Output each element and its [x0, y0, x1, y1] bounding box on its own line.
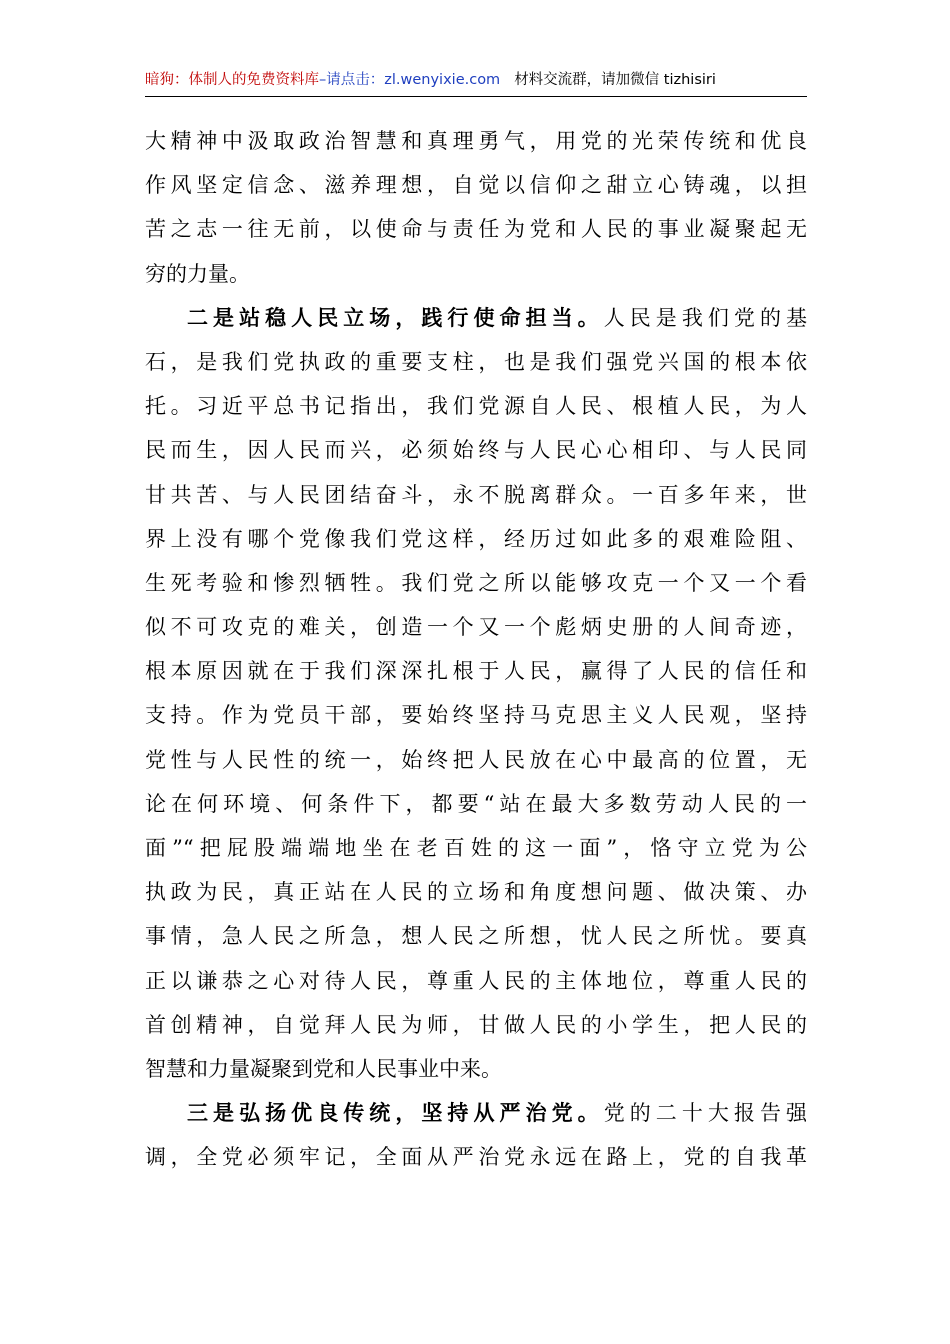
text-line: 大精神中汲取政治智慧和真理勇气，用党的光荣传统和优良 [145, 129, 807, 153]
text-line: 智慧和力量凝聚到党和人民事业中来。 [145, 1056, 502, 1081]
text-line: 面”“把屁股端端地坐在老百姓的这一面”，恪守立党为公 [145, 836, 807, 860]
paragraph-2-heading: 二是站稳人民立场，践行使命担当。 [187, 304, 604, 330]
text-line: 石，是我们党执政的重要支柱，也是我们强党兴国的根本依 [145, 349, 807, 374]
document-body [145, 119, 807, 1180]
header-site-name: 暗狗：体制人的免费资料库 [145, 72, 319, 88]
text-line: 事情，急人民之所急，想人民之所想，忧人民之所忧。要真 [145, 924, 807, 949]
paragraph-2-first-line [145, 296, 807, 340]
text-line: 首创精神，自觉拜人民为师，甘做人民的小学生，把人民的 [145, 1012, 807, 1037]
header-link-url[interactable]: zl.wenyixie.com [384, 72, 501, 88]
text-line: 根本原因就在于我们深深扎根于人民，赢得了人民的信任和 [145, 659, 807, 684]
text-line: 穷的力量。 [145, 261, 250, 286]
text-line: 似不可攻克的难关，创造一个又一个彪炳史册的人间奇迹， [145, 615, 807, 640]
text-line: 党性与人民性的统一，始终把人民放在心中最高的位置，无 [145, 747, 807, 772]
text-line: 托。习近平总书记指出，我们党源自人民、根植人民，为人 [145, 394, 807, 419]
text-line: 正以谦恭之心对待人民，尊重人民的主体地位，尊重人民的 [145, 968, 807, 993]
text-line: 作风坚定信念、滋养理想，自觉以信仰之甜立心铸魂，以担 [145, 173, 807, 198]
text-line: 党的二十大报告强 [603, 1101, 808, 1126]
paragraph-3-first-line [145, 1091, 807, 1135]
text-line: 界上没有哪个党像我们党这样，经历过如此多的艰难险阻、 [145, 526, 807, 551]
page-header [145, 66, 807, 97]
text-line: 民而生，因人民而兴，必须始终与人民心心相印、与人民同 [145, 438, 807, 463]
paragraph-3-heading: 三是弘扬优良传统，坚持从严治党。 [187, 1100, 604, 1126]
header-contact: 材料交流群，请加微信 tizhisiri [514, 72, 716, 88]
text-line: 苦之志一往无前，以使命与责任为党和人民的事业凝聚起无 [145, 217, 807, 242]
text-line: 论在何环境、何条件下，都要“站在最大多数劳动人民的一 [145, 791, 807, 816]
text-line: 人民是我们党的基 [603, 305, 808, 330]
header-link-prompt: –请点击： [319, 72, 385, 88]
text-line: 甘共苦、与人民团结奋斗，永不脱离群众。一百多年来，世 [145, 482, 807, 507]
text-line: 生死考验和惨烈牺牲。我们党之所以能够攻克一个又一个看 [145, 570, 807, 595]
text-line: 支持。作为党员干部，要始终坚持马克思主义人民观，坚持 [145, 703, 807, 728]
text-line: 执政为民，真正站在人民的立场和角度想问题、做决策、办 [145, 880, 807, 905]
text-line: 调，全党必须牢记，全面从严治党永远在路上，党的自我革 [145, 1145, 807, 1170]
